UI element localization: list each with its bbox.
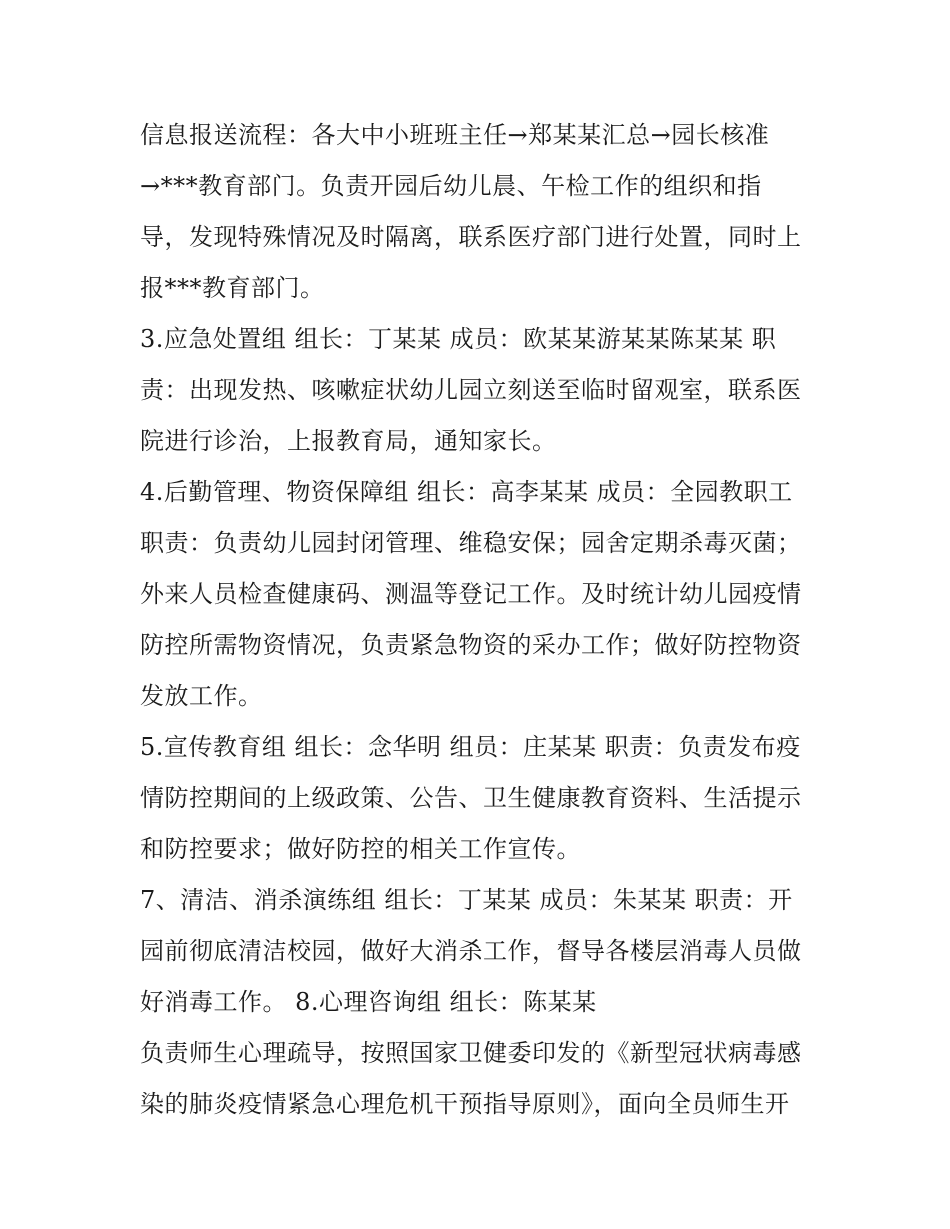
text-line: 发放工作。 [140, 682, 263, 710]
text-line: 染的肺炎疫情紧急心理危机干预指导原则》，面向全员师生开 [140, 1090, 790, 1118]
text-line: 情防控期间的上级政策、公告、卫生健康教育资料、生活提示 [140, 784, 802, 812]
text-line: 职责：负责幼儿园封闭管理、维稳安保；园舍定期杀毒灭菌； [140, 529, 802, 557]
text-line: 园前彻底清洁校园，做好大消杀工作，督导各楼层消毒人员做 [140, 937, 802, 965]
text-line: 责：出现发热、咳嗽症状幼儿园立刻送至临时留观室，联系医 [140, 376, 802, 404]
text-line: 外来人员检查健康码、测温等登记工作。及时统计幼儿园疫情 [140, 580, 802, 608]
document-body [140, 110, 820, 1130]
text-line: 信息报送流程：各大中小班班主任→郑某某汇总→园长核准 [140, 121, 770, 149]
text-line: 院进行诊治，上报教育局，通知家长。 [140, 427, 557, 455]
text-line: 好消毒工作。 8.心理咨询组 组长：陈某某 [140, 988, 597, 1016]
text-line: 防控所需物资情况，负责紧急物资的采办工作；做好防控物资 [140, 631, 802, 659]
text-line: →***教育部门。负责开园后幼儿晨、午检工作的组织和指 [140, 172, 762, 200]
text-line: 7、清洁、消杀演练组 组长：丁某某 成员：朱某某 职责：开 [140, 886, 793, 914]
text-line: 5.宣传教育组 组长：念华明 组员：庄某某 职责：负责发布疫 [140, 733, 801, 761]
text-line: 和防控要求；做好防控的相关工作宣传。 [140, 835, 581, 863]
text-line: 3.应急处置组 组长：丁某某 成员：欧某某游某某陈某某 职 [140, 325, 777, 353]
text-line: 负责师生心理疏导，按照国家卫健委印发的《新型冠状病毒感 [140, 1039, 802, 1067]
text-line: 报***教育部门。 [140, 274, 325, 302]
text-line: 导，发现特殊情况及时隔离，联系医疗部门进行处置，同时上 [140, 223, 802, 251]
text-line: 4.后勤管理、物资保障组 组长：高李某某 成员：全园教职工 [140, 478, 793, 506]
